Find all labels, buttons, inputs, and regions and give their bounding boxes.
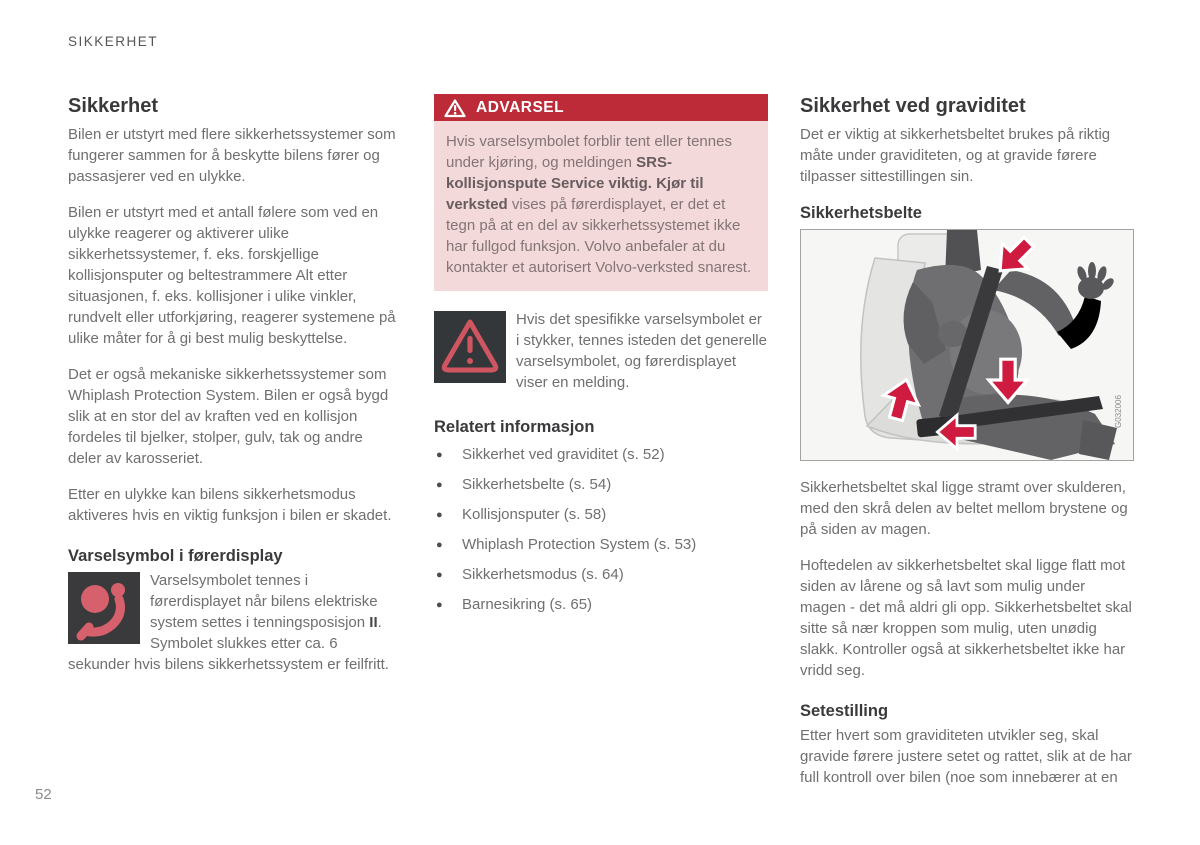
column-middle xyxy=(434,94,768,625)
display-symbol-block xyxy=(68,570,400,675)
text-run: Varselsymbolet tennes i førerdisplayet når bilens elektriske system settes i tenningsposisjon xyxy=(150,572,378,631)
warning-triangle-icon xyxy=(444,98,466,118)
subsection-heading-setestilling: Setestilling xyxy=(800,702,889,720)
page-number: 52 xyxy=(35,786,52,803)
advarsel-warning-box xyxy=(434,94,768,291)
running-header: SIKKERHET xyxy=(68,34,159,49)
related-info-item: ● Barnesikring (s. 65) xyxy=(434,595,768,615)
advarsel-header xyxy=(434,94,768,121)
advarsel-body xyxy=(434,121,768,291)
seatbelt-illustration-graphic xyxy=(801,230,1133,460)
figure-code: G032006 xyxy=(1114,395,1123,428)
column-left xyxy=(68,94,400,690)
related-info-item: ● Whiplash Protection System (s. 53) xyxy=(434,535,768,555)
paragraph: Det er også mekaniske sikkerhetssystemer som Whiplash Protection System. Bilen er også bygd slik at en stor del av kraften ved en kollisjon fordeles til bjelker, stolper, gulv, tak og andre deler av karosseriet. xyxy=(68,366,389,467)
subsection-heading-varselsymbol: Varselsymbol i førerdisplay xyxy=(68,547,283,565)
generic-symbol-block xyxy=(434,309,768,393)
generic-warning-icon xyxy=(434,311,506,383)
related-info-item: ● Sikkerhetsbelte (s. 54) xyxy=(434,475,768,495)
text-run: . Symbolet slukkes etter ca. 6 sekunder hvis bilens sikkerhetssystem er feilfritt. xyxy=(68,614,389,673)
paragraph: Det er viktig at sikkerhetsbeltet brukes på riktig måte under graviditeten, og at gravide førere tilpasser sittestillingen sin. xyxy=(800,126,1111,185)
text-run: Hvis varselsymbolet forblir tent eller tennes under kjøring, og meldingen xyxy=(446,133,732,171)
section-heading-sikkerhet: Sikkerhet xyxy=(68,95,159,117)
related-info-item: ● Kollisjonsputer (s. 58) xyxy=(434,505,768,525)
related-info-item: ● Sikkerhetsmodus (s. 64) xyxy=(434,565,768,585)
related-info-item: ● Sikkerhet ved graviditet (s. 52) xyxy=(434,445,768,465)
paragraph: Hoftedelen av sikkerhetsbeltet skal ligge flatt mot siden av lårene og så lavt som mulig under magen - det må aldri gli opp. Sikkerhetsbeltet skal sitte så nær kroppen som mulig, uten unødig slakk. Kontroller også at sikkerhetsbeltet ikke har vridd seg. xyxy=(800,557,1132,679)
seatbelt-pregnancy-illustration xyxy=(800,229,1134,461)
paragraph: Bilen er utstyrt med flere sikkerhetssystemer som fungerer sammen for å beskytte bilens fører og passasjerer ved en ulykke. xyxy=(68,126,396,185)
paragraph: Etter hvert som graviditeten utvikler seg, skal gravide førere justere setet og rattet, slik at de har full kontroll over bilen (noe som innebærer at en xyxy=(800,727,1132,786)
column-right xyxy=(800,94,1134,803)
airbag-warning-icon xyxy=(68,572,140,644)
paragraph: Sikkerhetsbeltet skal ligge stramt over skulderen, med den skrå delen av beltet mellom brystene og på siden av magen. xyxy=(800,479,1128,538)
text-run-bold: II xyxy=(369,614,378,631)
paragraph: Etter en ulykke kan bilens sikkerhetsmodus aktiveres hvis en viktig funksjon i bilen er skadet. xyxy=(68,486,392,524)
related-info-heading: Relatert informasjon xyxy=(434,418,595,436)
section-heading-graviditet: Sikkerhet ved graviditet xyxy=(800,95,1026,117)
subsection-heading-sikkerhetsbelte: Sikkerhetsbelte xyxy=(800,204,922,222)
advarsel-text xyxy=(446,131,756,278)
related-info-list xyxy=(434,445,768,615)
text-run: vises på førerdisplayet, er det et tegn på at en del av sikkerhetssystemet ikke har fullgod funksjon. Volvo anbefaler at du kontakter et autorisert Volvo-verksted snarest. xyxy=(446,196,752,276)
advarsel-title: ADVARSEL xyxy=(476,98,565,116)
text-run-bold: SRS-kollisjonspute Service viktig. Kjør til verksted xyxy=(446,154,704,213)
paragraph: Hvis det spesifikke varselsymbolet er i stykker, tennes isteden det generelle varselsymbolet, og førerdisplayet viser en melding. xyxy=(516,311,767,391)
paragraph: Bilen er utstyrt med et antall følere som ved en ulykke reagerer og aktiverer ulike sikkerhetssystemer, f. eks. forskjellige kollisjonsputer og beltestrammere Alt etter situasjonen, f. eks. kollisjoner i ulike vinkler, rundvelt eller utforkjøring, reagerer systemene på ulike måter for å gi best mulig beskyttelse. xyxy=(68,204,396,347)
